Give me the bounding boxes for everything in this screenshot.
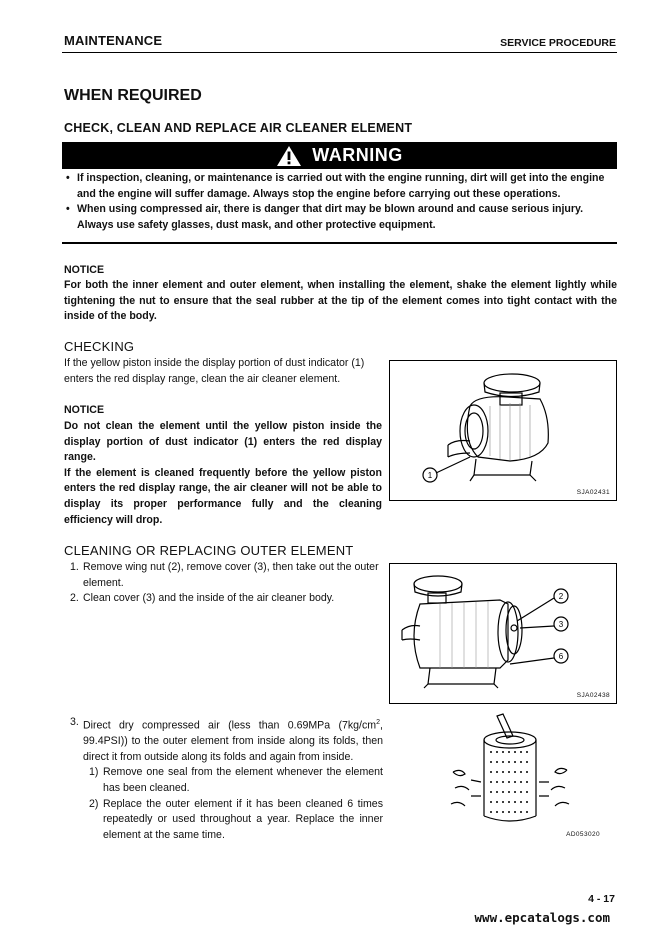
air-cleaner-cover-illustration bbox=[390, 564, 616, 703]
figure-code: SJA02431 bbox=[576, 489, 610, 496]
callout-6: 6 bbox=[558, 652, 564, 661]
page-number: 4 - 17 bbox=[588, 893, 615, 905]
callout-3: 3 bbox=[558, 620, 564, 629]
step-3-text-a: Direct dry compressed air (less than 0.69MPa (7kg/cm bbox=[83, 719, 377, 732]
substep-number: 1) bbox=[89, 766, 99, 779]
callout-1: 1 bbox=[427, 471, 433, 480]
header-doc-label: SERVICE PROCEDURE bbox=[500, 37, 616, 49]
superscript: 2 bbox=[376, 719, 381, 726]
figure-element-cleaning bbox=[435, 712, 605, 842]
step-3-text-b: , 99.4PSI)) to the outer element from inside along its folds, then direct it from outside along its folds and again from inside. bbox=[83, 719, 383, 763]
header-section-label: MAINTENANCE bbox=[64, 33, 163, 48]
callout-2: 2 bbox=[558, 592, 564, 601]
figure-outer-element bbox=[389, 563, 617, 704]
cleaning-heading: CLEANING OR REPLACING OUTER ELEMENT bbox=[64, 543, 354, 558]
substep-item bbox=[70, 797, 383, 844]
step-text: Clean cover (3) and the inside of the air cleaner body. bbox=[83, 592, 335, 605]
checking-text: If the yellow piston inside the display portion of dust indicator (1) enters the red display range, clean the air cleaner element. bbox=[64, 357, 365, 385]
section-title: WHEN REQUIRED bbox=[64, 87, 202, 104]
checking-notice-p2: If the element is cleaned frequently before the yellow piston enters the red display range, the air cleaner will not be able to display its proper performance fully and the cleaning efficiency will drop. bbox=[64, 466, 382, 526]
substep-text: Remove one seal from the element whenever the element has been cleaned. bbox=[103, 766, 383, 794]
step-number: 1. bbox=[70, 561, 79, 573]
sub-title: CHECK, CLEAN AND REPLACE AIR CLEANER ELEMENT bbox=[64, 121, 413, 135]
cleaning-steps bbox=[70, 560, 383, 607]
figure-code: SJA02438 bbox=[576, 692, 610, 699]
step-item bbox=[70, 560, 383, 591]
checking-heading: CHECKING bbox=[64, 339, 135, 354]
step-item bbox=[70, 715, 383, 765]
air-cleaner-illustration bbox=[390, 361, 616, 500]
element-cleaning-illustration bbox=[435, 712, 605, 842]
checking-notice-p1: Do not clean the element until the yellow piston inside the display portion of dust indicator (1) enters the red display range. bbox=[64, 420, 382, 464]
warning-banner bbox=[62, 142, 617, 169]
step-text bbox=[83, 715, 383, 765]
substep-text: Replace the outer element if it has been cleaned 6 times repeatedly or used throughout a year. Replace the inner element at the same time. bbox=[103, 797, 383, 841]
checking-notice-label: NOTICE bbox=[64, 404, 105, 416]
step-item bbox=[70, 591, 383, 607]
substep-item bbox=[70, 765, 383, 796]
step-number: 2. bbox=[70, 592, 79, 605]
warning-bottom-rule bbox=[62, 242, 617, 244]
notice-body: For both the inner element and outer element, when installing the element, shake the element lightly while tightening the nut to ensure that the seal rubber at the tip of the element comes into tight contact with the inside of the body. bbox=[64, 279, 617, 323]
step-text: Remove wing nut (2), remove cover (3), then take out the outer element. bbox=[83, 561, 379, 589]
substep-number: 2) bbox=[89, 797, 99, 810]
warning-item: • If inspection, cleaning, or maintenance is carried out with the engine running, dirt will get into the engine and the engine will suffer damage. Always stop the engine before carrying out these operations. bbox=[64, 171, 617, 202]
figure-code: AD053020 bbox=[566, 831, 600, 838]
step-3 bbox=[70, 715, 383, 843]
warning-triangle-icon bbox=[276, 145, 302, 167]
header-rule bbox=[62, 52, 617, 53]
warning-label: WARNING bbox=[312, 145, 403, 165]
watermark-link[interactable]: www.epcatalogs.com bbox=[474, 910, 610, 925]
warning-list bbox=[64, 171, 617, 233]
step-number: 3. bbox=[70, 716, 79, 728]
checking-notice-text bbox=[64, 419, 382, 528]
notice-label: NOTICE bbox=[64, 264, 105, 276]
warning-item: • When using compressed air, there is danger that dirt may be blown around and cause serious injury. Always use safety glasses, dust mask, and other protective equipment. bbox=[64, 202, 617, 233]
figure-dust-indicator bbox=[389, 360, 617, 501]
